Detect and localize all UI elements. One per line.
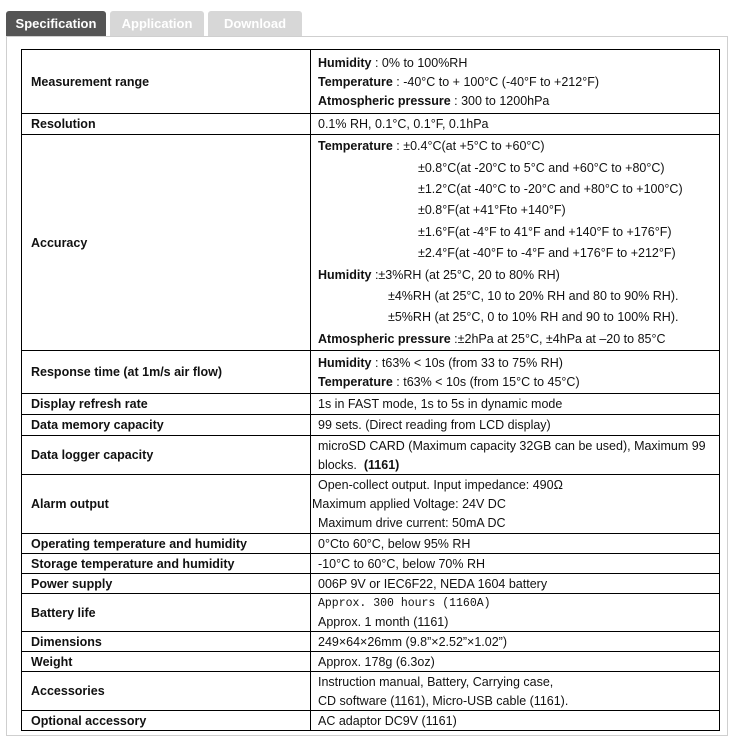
spec-row [22,574,720,594]
spec-label: Display refresh rate [22,394,311,415]
spec-row [22,114,720,135]
spec-value-line [311,221,719,242]
spec-value-key: Temperature [318,74,393,89]
spec-value-line [311,514,719,533]
spec-value-text: microSD CARD (Maximum capacity 32GB can be used), Maximum 99 [318,438,706,453]
spec-value-line [311,200,719,221]
spec-value-line [311,455,719,474]
spec-label: Power supply [22,574,311,594]
spec-value-line [311,652,719,671]
spec-value-line [311,554,719,573]
spec-value [311,554,720,574]
spec-value-text: Instruction manual, Battery, Carrying case, [318,674,554,689]
spec-row [22,436,720,475]
spec-value [311,351,720,394]
spec-value-line [311,476,719,495]
spec-value-text: ±4%RH (at 25°C, 10 to 20% RH and 80 to 90% RH). [388,288,679,303]
spec-value-line [311,574,719,593]
spec-value-line [311,632,719,651]
spec-row [22,50,720,114]
spec-row [22,415,720,436]
spec-value [311,50,720,114]
spec-value-text: ±0.8°C(at -20°C to 5°C and +60°C to +80°C) [418,160,665,175]
spec-value-line [311,534,719,553]
spec-value-key: Temperature [318,139,393,154]
spec-label: Alarm output [22,475,311,534]
spec-label: Measurement range [22,50,311,114]
spec-label: Accuracy [22,135,311,351]
spec-value-line [311,157,719,178]
spec-value-line [311,613,719,631]
spec-label: Storage temperature and humidity [22,554,311,574]
spec-value-line [311,115,719,134]
spec-value-line [311,672,719,691]
spec-value-text: Approx. 178g (6.3oz) [318,654,435,669]
spec-value-line [311,416,719,435]
spec-label: Response time (at 1m/s air flow) [22,351,311,394]
spec-value [311,652,720,672]
spec-value [311,711,720,731]
spec-value-line [311,136,719,157]
spec-value-text: ±2.4°F(at -40°F to -4°F and +176°F to +212°F) [418,246,676,261]
spec-value-text: Open-collect output. Input impedance: 490Ω [318,478,563,492]
spec-value-text: : 0% to 100%RH [371,55,468,70]
spec-label: Weight [22,652,311,672]
spec-value-text: ±1.6°F(at -4°F to 41°F and +140°F to +176°F) [418,224,672,239]
spec-value-text: : ±0.4°C(at +5°C to +60°C) [392,139,545,154]
spec-row [22,534,720,554]
spec-label: Data memory capacity [22,415,311,436]
spec-value-key: Atmospheric pressure [318,331,451,346]
spec-value-text: Maximum drive current: 50mA DC [318,516,506,530]
spec-value [311,534,720,554]
spec-value-line [311,264,719,285]
spec-value [311,475,720,534]
spec-value-text: blocks. [318,457,364,472]
spec-row [22,351,720,394]
spec-value [311,436,720,475]
spec-value-text: 1s in FAST mode, 1s to 5s in dynamic mode [318,397,563,411]
spec-value-line [311,372,719,391]
spec-value-line [311,395,719,414]
tab-application[interactable]: Application [110,11,204,36]
spec-row [22,554,720,574]
spec-value-line [311,691,719,710]
spec-row [22,711,720,731]
spec-value-text: 249×64×26mm (9.8”×2.52”×1.02”) [318,634,508,649]
spec-value-text: Maximum applied Voltage: 24V DC [312,497,506,511]
spec-value-line [311,178,719,199]
tab-download[interactable]: Download [208,11,302,36]
spec-value-line [311,328,719,349]
spec-value-key: Temperature [318,374,393,389]
spec-value [311,394,720,415]
spec-value [311,135,720,351]
spec-value-line [311,495,719,514]
spec-value-line [311,353,719,372]
spec-row [22,475,720,534]
spec-value-text: AC adaptor DC9V (1161) [318,713,457,728]
spec-value [311,415,720,436]
spec-value [311,594,720,632]
spec-row [22,672,720,711]
spec-value-text: CD software (1161), Micro-USB cable (1161). [318,693,569,708]
spec-value-line [311,711,719,730]
spec-row [22,135,720,351]
spec-value-key: Atmospheric pressure [318,93,451,108]
spec-label: Operating temperature and humidity [22,534,311,554]
spec-value-line [311,307,719,328]
spec-value-key: Humidity [318,355,372,370]
spec-value [311,632,720,652]
spec-value [311,574,720,594]
spec-value-key: Humidity [318,55,372,70]
spec-label: Dimensions [22,632,311,652]
spec-value-text: 99 sets. (Direct reading from LCD display) [318,418,551,432]
spec-label: Optional accessory [22,711,311,731]
spec-value-text: : t63% < 10s (from 33 to 75% RH) [371,355,563,370]
spec-value-line [311,243,719,264]
spec-value-text: ±1.2°C(at -40°C to -20°C and +80°C to +100°C) [418,182,683,197]
spec-value-text: 006P 9V or IEC6F22, NEDA 1604 battery [318,576,548,591]
spec-value-line [311,53,719,72]
spec-value-text: ±5%RH (at 25°C, 0 to 10% RH and 90 to 100% RH). [388,310,679,325]
spec-label: Battery life [22,594,311,632]
spec-value-line [311,285,719,306]
spec-value-line [311,595,719,613]
spec-value-text: Approx. 1 month (1161) [318,614,449,629]
spec-row [22,652,720,672]
spec-label: Data logger capacity [22,436,311,475]
spec-value-text: Approx. 300 hours (1160A) [318,597,491,610]
spec-value-text: ±0.8°F(at +41°Fto +140°F) [418,203,566,218]
spec-value-text: 0°Cto 60°C, below 95% RH [318,536,471,551]
spec-value-text: :±2hPa at 25°C, ±4hPa at –20 to 85°C [450,331,666,346]
spec-value-text: : -40°C to + 100°C (-40°F to +212°F) [392,74,599,89]
tab-bar [6,11,302,36]
spec-row [22,394,720,415]
spec-value-text: : t63% < 10s (from 15°C to 45°C) [392,374,580,389]
spec-value-model: (1161) [363,457,400,472]
specification-table [21,49,720,731]
spec-value-key: Humidity [318,267,372,282]
spec-value-text: :±3%RH (at 25°C, 20 to 80% RH) [371,267,560,282]
spec-value-text: -10°C to 60°C, below 70% RH [318,556,486,571]
spec-label: Accessories [22,672,311,711]
spec-value-line [311,91,719,110]
spec-value [311,114,720,135]
spec-label: Resolution [22,114,311,135]
spec-row [22,632,720,652]
spec-value-text: : 300 to 1200hPa [450,93,550,108]
tab-specification[interactable]: Specification [6,11,106,36]
spec-value [311,672,720,711]
spec-row [22,594,720,632]
spec-value-line [311,436,719,455]
spec-value-text: 0.1% RH, 0.1°C, 0.1°F, 0.1hPa [318,117,489,131]
spec-value-line [311,72,719,91]
